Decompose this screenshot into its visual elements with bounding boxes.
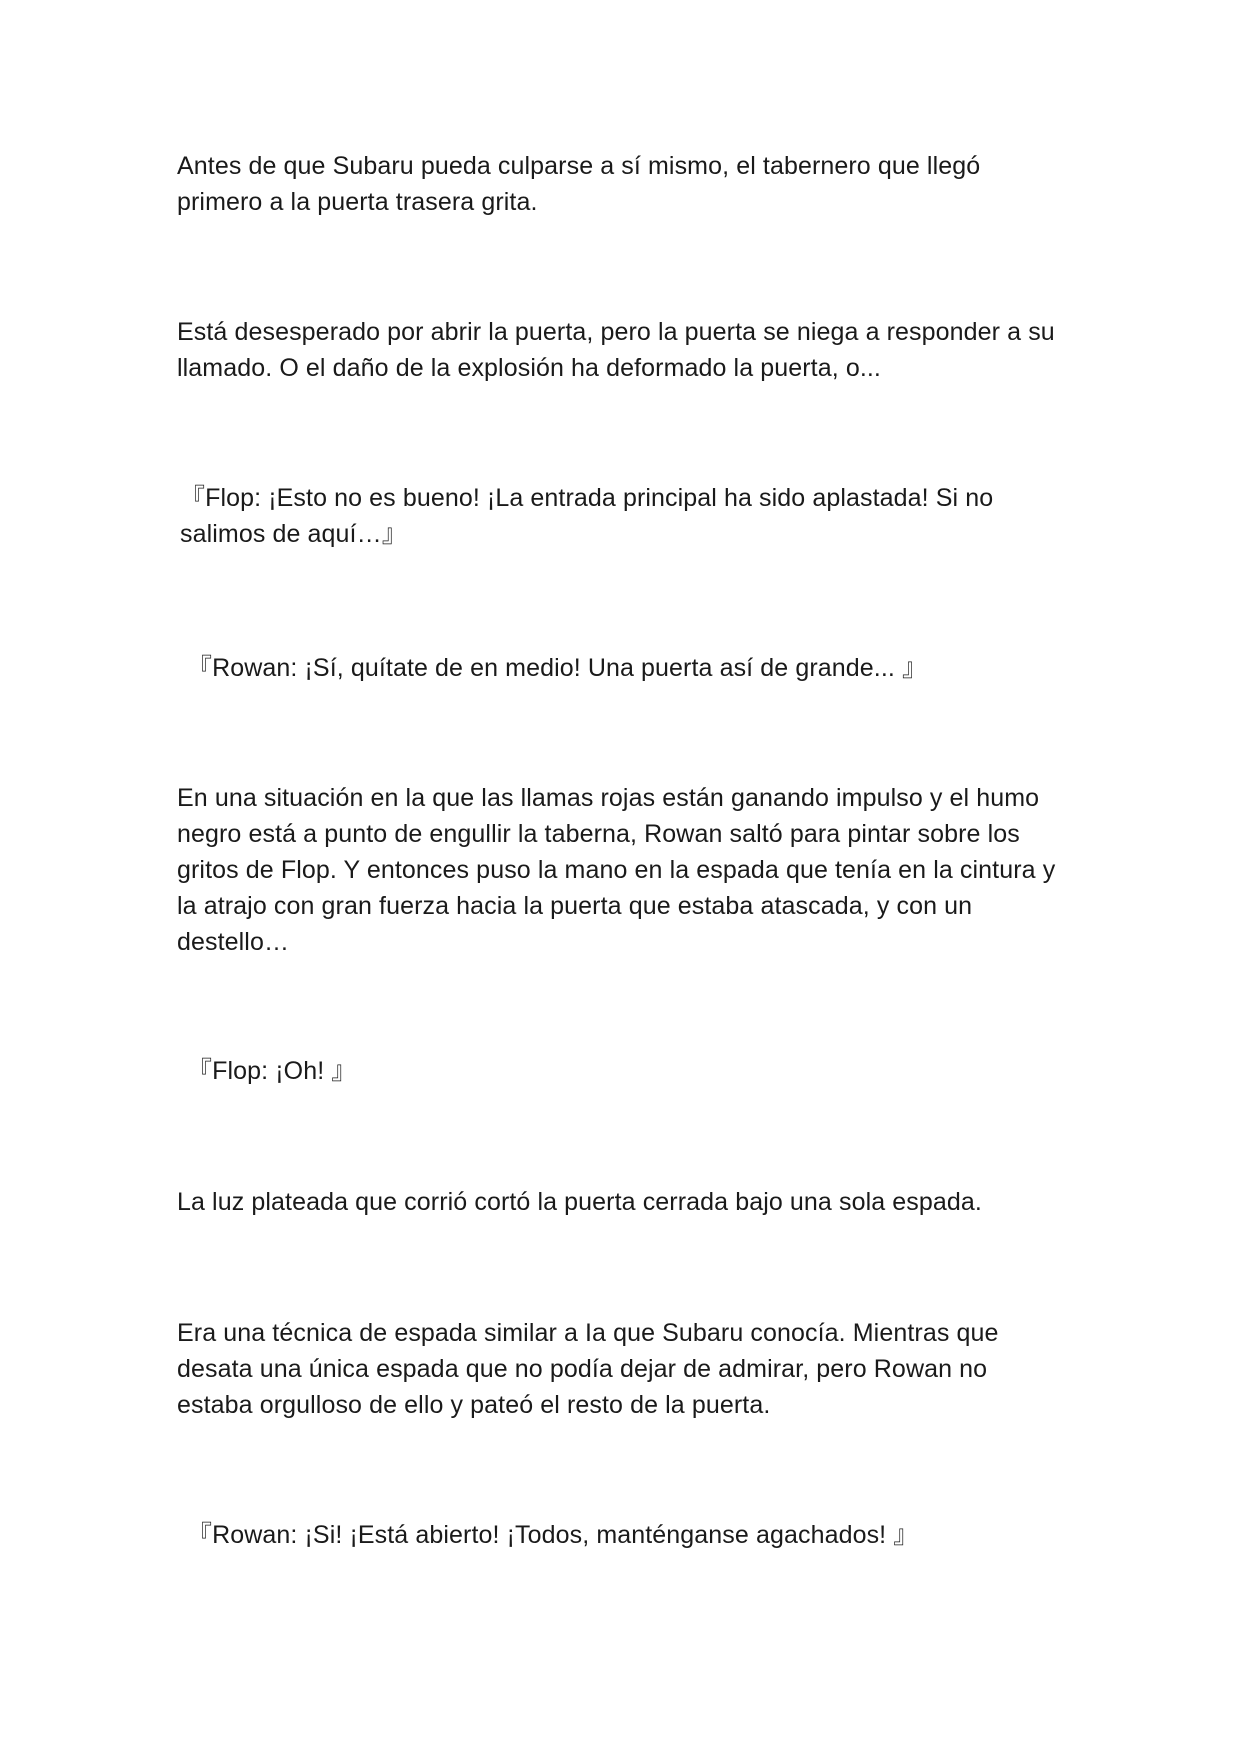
paragraph-narration: En una situación en la que las llamas rojas están ganando impulso y el humo negro está a punto de engullir la taberna, Rowan saltó para pintar sobre los gritos de Flop. Y entonces puso la mano en la espada que tenía en la cintura y la atrajo con gran fuerza hacia la puerta que estaba atascada, y con un destello…	[177, 784, 1056, 956]
paragraph-dialogue-rowan: 『Rowan: ¡Si! ¡Está abierto! ¡Todos, manténganse agachados! 』	[187, 1521, 919, 1549]
paragraph-narration: Antes de que Subaru pueda culparse a sí mismo, el tabernero que llegó primero a la puerta trasera grita.	[177, 152, 981, 216]
paragraph-dialogue-flop: 『Flop: ¡Esto no es bueno! ¡La entrada principal ha sido aplastada! Si no salimos de aquí…』	[180, 484, 994, 548]
paragraph-dialogue-rowan: 『Rowan: ¡Sí, quítate de en medio! Una puerta así de grande... 』	[187, 654, 928, 682]
paragraph-narration: Era una técnica de espada similar a Ia que Subaru conocía. Mientras que desata una única espada que no podía dejar de admirar, pero Rowan no estaba orgulloso de ello y pateó el resto de la puerta.	[177, 1319, 999, 1419]
paragraph-narration: La luz plateada que corrió cortó la puerta cerrada bajo una sola espada.	[177, 1188, 982, 1216]
paragraph-narration: Está desesperado por abrir la puerta, pero la puerta se niega a responder a su llamado. O el daño de la explosión ha deformado la puerta, o...	[177, 318, 1055, 382]
paragraph-dialogue-flop: 『Flop: ¡Oh! 』	[187, 1057, 357, 1085]
